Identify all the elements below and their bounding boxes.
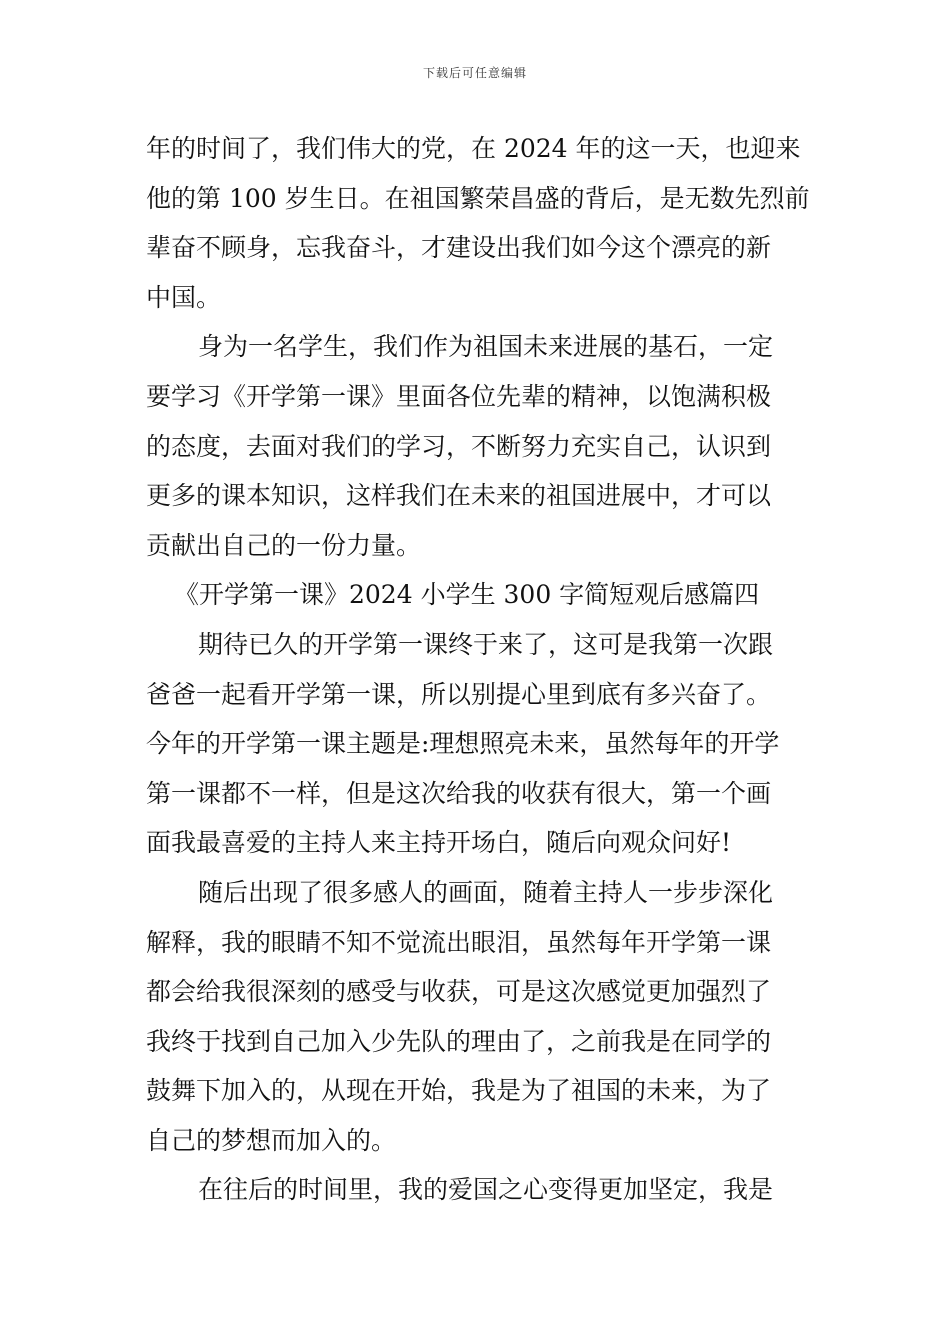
paragraph-start-line: 在往后的时间里，我的爱国之心变得更加坚定，我是 bbox=[198, 1175, 774, 1205]
text-line: 要学习《开学第一课》里面各位先辈的精神，以饱满积极 bbox=[146, 381, 772, 411]
text-line: 自己的梦想而加入的。 bbox=[146, 1125, 397, 1155]
text-line: 我终于找到自己加入少先队的理由了，之前我是在同学的 bbox=[146, 1026, 772, 1056]
text-line: 贡献出自己的一份力量。 bbox=[146, 530, 422, 560]
text-line: 的态度，去面对我们的学习，不断努力充实自己，认识到 bbox=[146, 431, 772, 461]
text-line: 解释，我的眼睛不知不觉流出眼泪，虽然每年开学第一课 bbox=[146, 927, 772, 957]
text-line: 第一课都不一样，但是这次给我的收获有很大，第一个画 bbox=[146, 778, 772, 808]
text-line: 年的时间了，我们伟大的党，在 2024 年的这一天，也迎来 bbox=[146, 134, 801, 163]
paragraph-start-line: 身为一名学生，我们作为祖国未来进展的基石，一定 bbox=[198, 332, 774, 362]
text-line: 今年的开学第一课主题是:理想照亮未来，虽然每年的开学 bbox=[146, 729, 780, 759]
text-line: 面我最喜爱的主持人来主持开场白，随后向观众问好! bbox=[146, 828, 732, 858]
body-text bbox=[146, 124, 810, 1215]
text-line: 更多的课本知识，这样我们在未来的祖国进展中，才可以 bbox=[146, 481, 772, 511]
paragraph-start-line: 随后出现了很多感人的画面，随着主持人一步步深化 bbox=[198, 877, 774, 907]
text-line: 爸爸一起看开学第一课，所以别提心里到底有多兴奋了。 bbox=[146, 679, 772, 709]
paragraph-start-line: 期待已久的开学第一课终于来了，这可是我第一次跟 bbox=[198, 629, 774, 659]
text-line: 辈奋不顾身，忘我奋斗，才建设出我们如今这个漂亮的新 bbox=[146, 233, 772, 263]
header-note: 下载后可任意编辑 bbox=[422, 66, 527, 80]
text-line: 他的第 100 岁生日。在祖国繁荣昌盛的背后，是无数先烈前 bbox=[146, 183, 810, 213]
text-line: 都会给我很深刻的感受与收获，可是这次感觉更加强烈了 bbox=[146, 977, 772, 1007]
text-line: 中国。 bbox=[146, 282, 222, 312]
text-line: 鼓舞下加入的，从现在开始，我是为了祖国的未来，为了 bbox=[146, 1076, 772, 1106]
section-heading: 《开学第一课》2024 小学生 300 字简短观后感篇四 bbox=[174, 580, 760, 610]
